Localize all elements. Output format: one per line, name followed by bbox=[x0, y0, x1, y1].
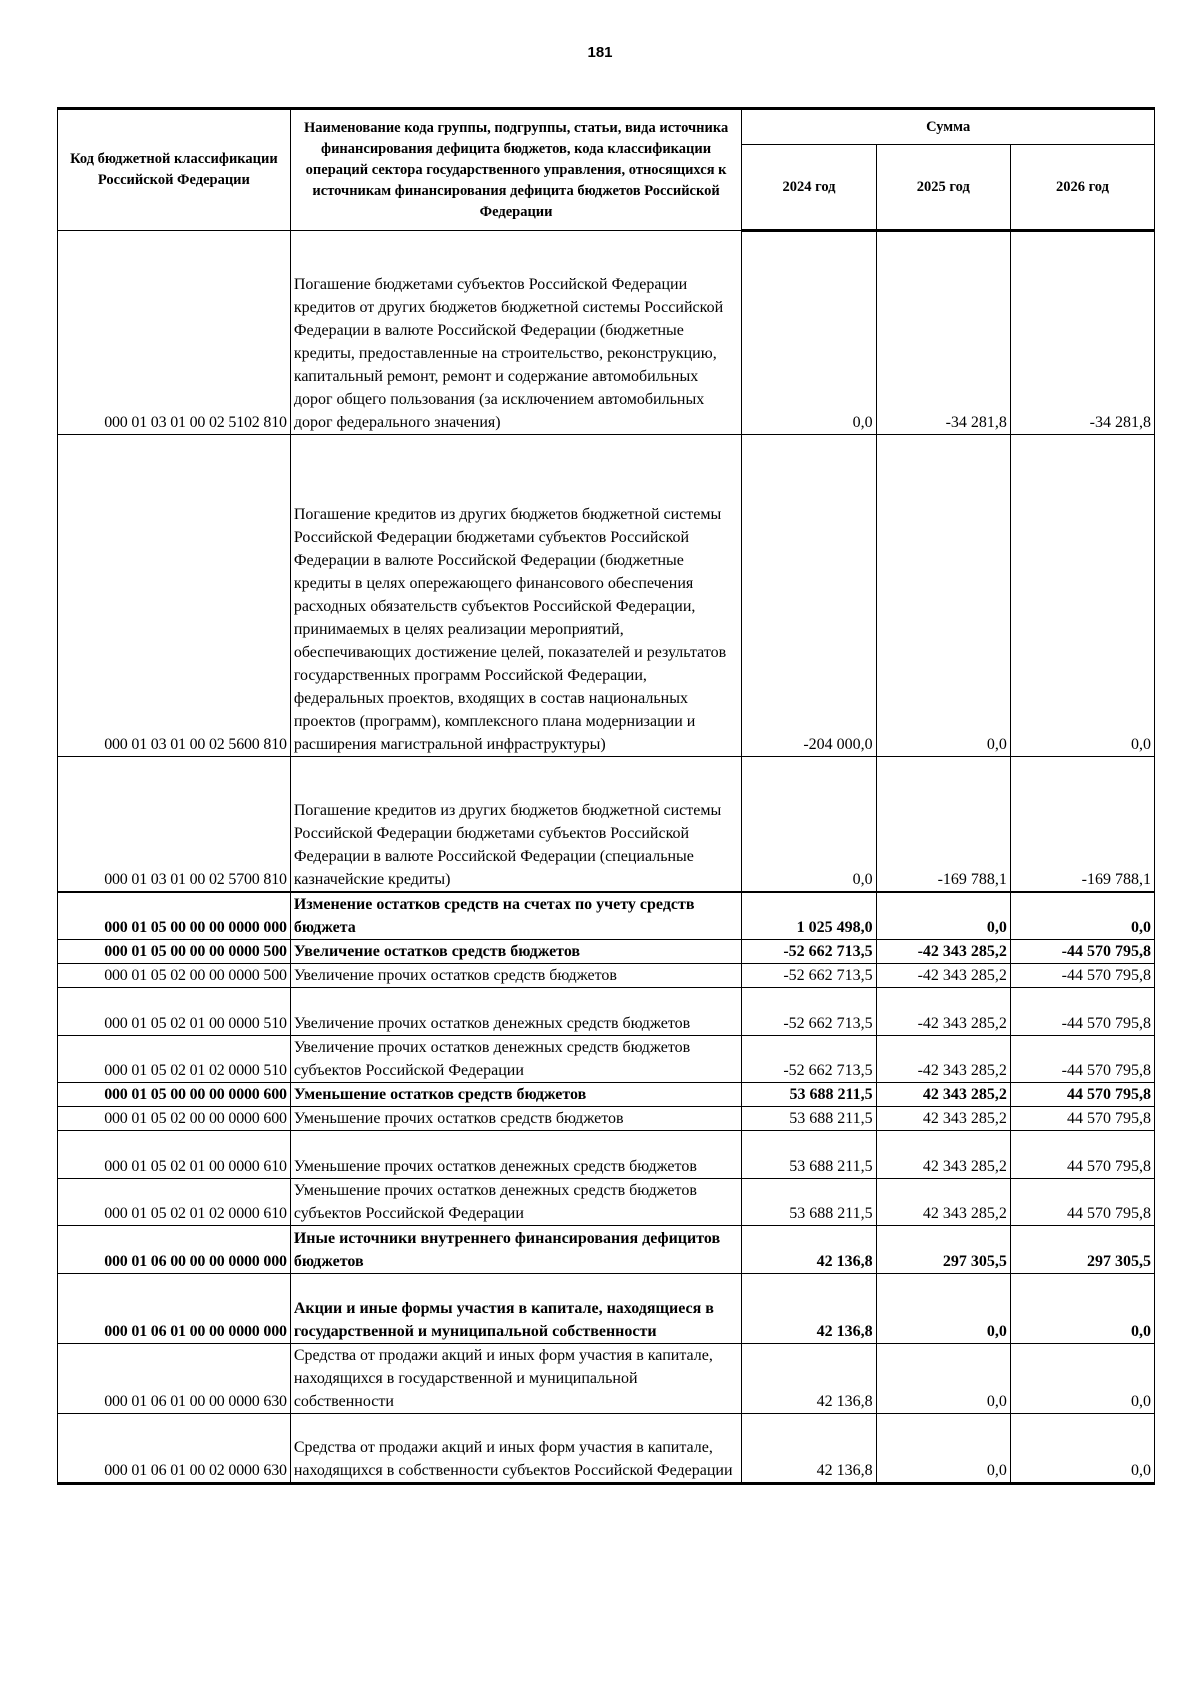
row-code: 000 01 05 00 00 00 0000 500 bbox=[58, 939, 291, 963]
row-value-2024: -52 662 713,5 bbox=[742, 987, 876, 1035]
header-year-2024: 2024 год bbox=[742, 145, 876, 231]
row-value-2025: 42 343 285,2 bbox=[876, 1130, 1010, 1178]
row-value-2026: 44 570 795,8 bbox=[1010, 1106, 1154, 1130]
row-name: Увеличение прочих остатков денежных средств бюджетов bbox=[290, 987, 742, 1035]
table-row bbox=[58, 1130, 1155, 1178]
row-value-2024: -52 662 713,5 bbox=[742, 939, 876, 963]
row-value-2026: 0,0 bbox=[1010, 1413, 1154, 1483]
row-name: Увеличение остатков средств бюджетов bbox=[290, 939, 742, 963]
row-name: Уменьшение прочих остатков средств бюджетов bbox=[290, 1106, 742, 1130]
row-value-2025: 42 343 285,2 bbox=[876, 1106, 1010, 1130]
row-value-2025: -42 343 285,2 bbox=[876, 987, 1010, 1035]
row-value-2025: 0,0 bbox=[876, 1413, 1010, 1483]
row-code: 000 01 05 02 01 02 0000 610 bbox=[58, 1178, 291, 1225]
row-value-2024: 53 688 211,5 bbox=[742, 1130, 876, 1178]
row-name: Увеличение прочих остатков средств бюджетов bbox=[290, 963, 742, 987]
row-code: 000 01 03 01 00 02 5102 810 bbox=[58, 231, 291, 435]
table-row bbox=[58, 939, 1155, 963]
table-row bbox=[58, 231, 1155, 435]
header-name: Наименование кода группы, подгруппы, статьи, вида источника финансирования дефицита бюджетов, кода классификации операций сектора государственного управления, относящихся к источникам финансирования дефицита бюджетов Российской Федерации bbox=[290, 109, 742, 231]
row-value-2026: 44 570 795,8 bbox=[1010, 1130, 1154, 1178]
row-name: Акции и иные формы участия в капитале, находящиеся в государственной и муниципальной собственности bbox=[290, 1273, 742, 1343]
row-value-2026: -34 281,8 bbox=[1010, 231, 1154, 435]
row-value-2024: 42 136,8 bbox=[742, 1343, 876, 1413]
row-value-2024: -52 662 713,5 bbox=[742, 963, 876, 987]
table-row bbox=[58, 1106, 1155, 1130]
row-code: 000 01 06 00 00 00 0000 000 bbox=[58, 1225, 291, 1273]
row-value-2026: 44 570 795,8 bbox=[1010, 1082, 1154, 1106]
row-value-2025: -42 343 285,2 bbox=[876, 1035, 1010, 1082]
row-code: 000 01 05 02 01 00 0000 510 bbox=[58, 987, 291, 1035]
table-row bbox=[58, 1225, 1155, 1273]
row-value-2025: -42 343 285,2 bbox=[876, 963, 1010, 987]
row-value-2024: 0,0 bbox=[742, 231, 876, 435]
row-code: 000 01 05 00 00 00 0000 600 bbox=[58, 1082, 291, 1106]
row-value-2025: 0,0 bbox=[876, 1273, 1010, 1343]
row-value-2025: -169 788,1 bbox=[876, 757, 1010, 892]
row-value-2024: 53 688 211,5 bbox=[742, 1178, 876, 1225]
header-sum: Сумма bbox=[742, 109, 1155, 145]
table-row bbox=[58, 1273, 1155, 1343]
row-code: 000 01 03 01 00 02 5600 810 bbox=[58, 435, 291, 757]
table-row bbox=[58, 1413, 1155, 1483]
row-code: 000 01 06 01 00 00 0000 630 bbox=[58, 1343, 291, 1413]
row-value-2024: -52 662 713,5 bbox=[742, 1035, 876, 1082]
table-row bbox=[58, 1035, 1155, 1082]
row-name: Средства от продажи акций и иных форм участия в капитале, находящихся в собственности субъектов Российской Федерации bbox=[290, 1413, 742, 1483]
row-name: Погашение кредитов из других бюджетов бюджетной системы Российской Федерации бюджетами субъектов Российской Федерации в валюте Российской Федерации (бюджетные кредиты в целях опережающего финансового обеспечения расходных обязательств субъектов Российской Федерации, принимаемых в целях реализации мероприятий, обеспечивающих достижение целей, показателей и результатов государственных программ Российской Федерации, федеральных проектов, входящих в состав национальных проектов (программ), комплексного плана модернизации и расширения магистральной инфраструктуры) bbox=[290, 435, 742, 757]
row-value-2026: 0,0 bbox=[1010, 435, 1154, 757]
header-year-2026: 2026 год bbox=[1010, 145, 1154, 231]
row-value-2025: 42 343 285,2 bbox=[876, 1178, 1010, 1225]
row-value-2026: 44 570 795,8 bbox=[1010, 1178, 1154, 1225]
row-value-2026: 0,0 bbox=[1010, 892, 1154, 940]
row-code: 000 01 06 01 00 02 0000 630 bbox=[58, 1413, 291, 1483]
row-name: Увеличение прочих остатков денежных средств бюджетов субъектов Российской Федерации bbox=[290, 1035, 742, 1082]
row-code: 000 01 03 01 00 02 5700 810 bbox=[58, 757, 291, 892]
row-value-2024: 42 136,8 bbox=[742, 1225, 876, 1273]
row-code: 000 01 05 02 01 00 0000 610 bbox=[58, 1130, 291, 1178]
row-value-2025: 297 305,5 bbox=[876, 1225, 1010, 1273]
row-value-2026: 297 305,5 bbox=[1010, 1225, 1154, 1273]
table-row bbox=[58, 1082, 1155, 1106]
row-value-2024: 42 136,8 bbox=[742, 1273, 876, 1343]
row-value-2024: -204 000,0 bbox=[742, 435, 876, 757]
row-value-2025: -42 343 285,2 bbox=[876, 939, 1010, 963]
row-code: 000 01 05 02 00 00 0000 500 bbox=[58, 963, 291, 987]
row-name: Погашение бюджетами субъектов Российской Федерации кредитов от других бюджетов бюджетной системы Российской Федерации в валюте Российской Федерации (бюджетные кредиты, предоставленные на строительство, реконструкцию, капитальный ремонт, ремонт и содержание автомобильных дорог общего пользования (за исключением автомобильных дорог федерального значения) bbox=[290, 231, 742, 435]
row-value-2026: 0,0 bbox=[1010, 1273, 1154, 1343]
row-value-2026: -44 570 795,8 bbox=[1010, 939, 1154, 963]
row-value-2024: 1 025 498,0 bbox=[742, 892, 876, 940]
row-name: Изменение остатков средств на счетах по учету средств бюджета bbox=[290, 892, 742, 940]
table-row bbox=[58, 1178, 1155, 1225]
row-value-2026: -44 570 795,8 bbox=[1010, 1035, 1154, 1082]
row-name: Уменьшение остатков средств бюджетов bbox=[290, 1082, 742, 1106]
row-value-2025: 0,0 bbox=[876, 892, 1010, 940]
row-value-2025: 0,0 bbox=[876, 1343, 1010, 1413]
table-row bbox=[58, 435, 1155, 757]
row-value-2024: 53 688 211,5 bbox=[742, 1082, 876, 1106]
budget-sources-table bbox=[57, 107, 1155, 1485]
row-code: 000 01 05 02 00 00 0000 600 bbox=[58, 1106, 291, 1130]
header-code: Код бюджетной классификации Российской Федерации bbox=[58, 109, 291, 231]
row-code: 000 01 06 01 00 00 0000 000 bbox=[58, 1273, 291, 1343]
row-name: Иные источники внутреннего финансирования дефицитов бюджетов bbox=[290, 1225, 742, 1273]
table-row bbox=[58, 892, 1155, 940]
row-value-2024: 0,0 bbox=[742, 757, 876, 892]
row-value-2025: 0,0 bbox=[876, 435, 1010, 757]
row-value-2025: -34 281,8 bbox=[876, 231, 1010, 435]
row-value-2024: 53 688 211,5 bbox=[742, 1106, 876, 1130]
row-code: 000 01 05 00 00 00 0000 000 bbox=[58, 892, 291, 940]
row-value-2025: 42 343 285,2 bbox=[876, 1082, 1010, 1106]
table-row bbox=[58, 987, 1155, 1035]
row-value-2026: 0,0 bbox=[1010, 1343, 1154, 1413]
row-code: 000 01 05 02 01 02 0000 510 bbox=[58, 1035, 291, 1082]
table-row bbox=[58, 1343, 1155, 1413]
page-number: 181 bbox=[587, 44, 613, 61]
row-value-2026: -169 788,1 bbox=[1010, 757, 1154, 892]
row-name: Уменьшение прочих остатков денежных средств бюджетов субъектов Российской Федерации bbox=[290, 1178, 742, 1225]
header-year-2025: 2025 год bbox=[876, 145, 1010, 231]
row-name: Погашение кредитов из других бюджетов бюджетной системы Российской Федерации бюджетами субъектов Российской Федерации в валюте Российской Федерации (специальные казначейские кредиты) bbox=[290, 757, 742, 892]
row-value-2024: 42 136,8 bbox=[742, 1413, 876, 1483]
row-name: Средства от продажи акций и иных форм участия в капитале, находящихся в государственной и муниципальной собственности bbox=[290, 1343, 742, 1413]
row-value-2026: -44 570 795,8 bbox=[1010, 987, 1154, 1035]
row-name: Уменьшение прочих остатков денежных средств бюджетов bbox=[290, 1130, 742, 1178]
table-row bbox=[58, 963, 1155, 987]
table-row bbox=[58, 757, 1155, 892]
row-value-2026: -44 570 795,8 bbox=[1010, 963, 1154, 987]
